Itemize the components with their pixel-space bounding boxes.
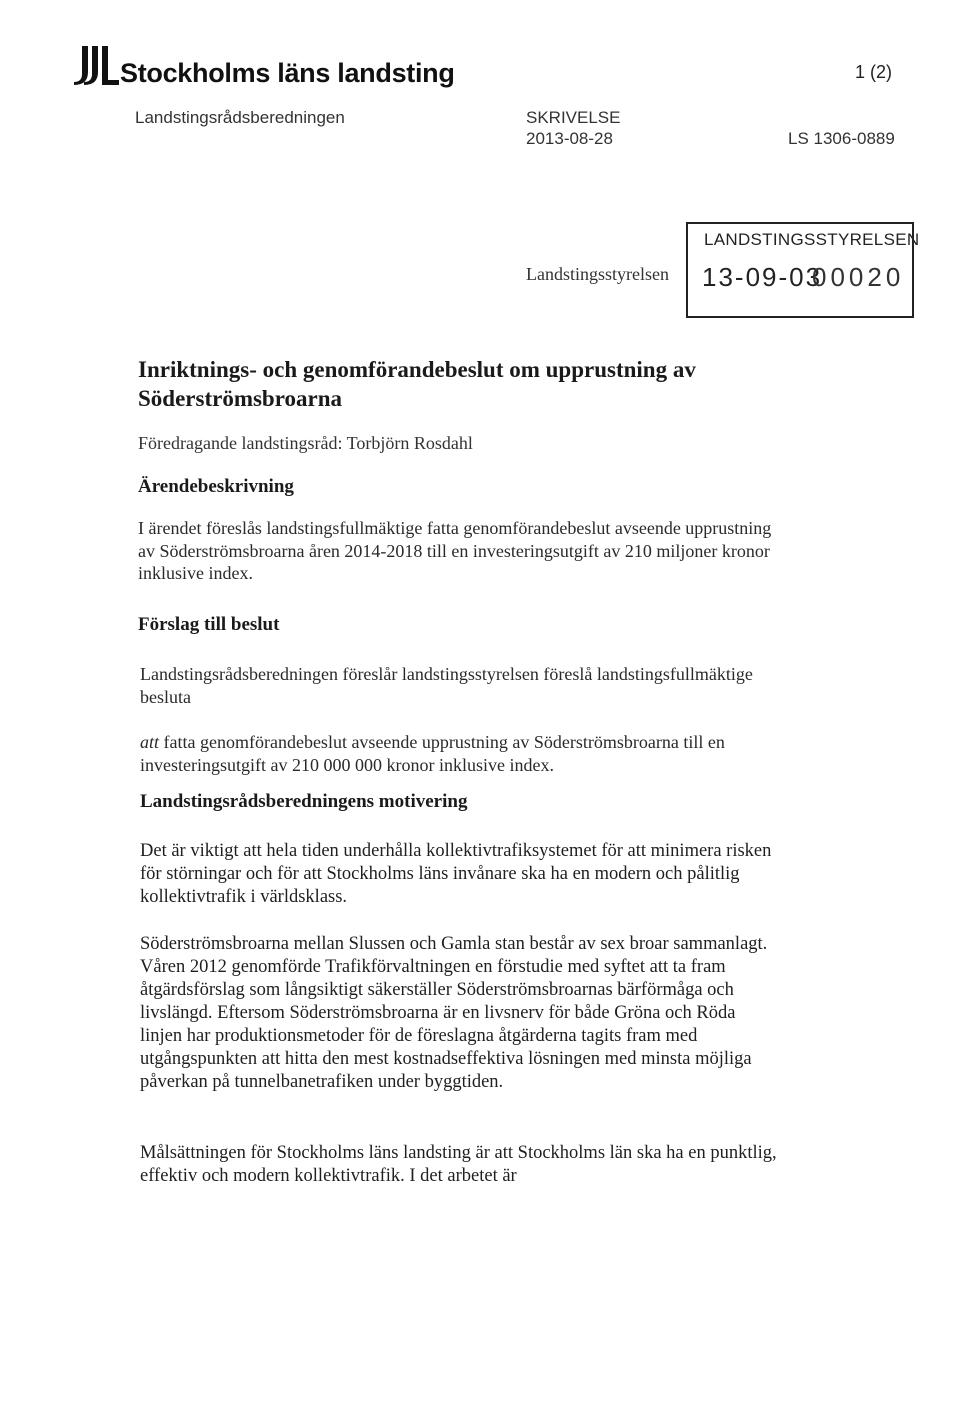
att-keyword: att: [140, 732, 160, 752]
stamp-addressee: Landstingsstyrelsen: [526, 264, 669, 284]
presenter-line: Föredragande landstingsråd: Torbjörn Rosdahl: [138, 433, 473, 453]
sll-logo: [72, 44, 120, 86]
proposal-text: fatta genomförandebeslut avseende upprustning av Söderströmsbroarna till en investeringsutgift av 210 000 000 kronor inklusive index.: [140, 732, 725, 775]
proposal-intro: Landstingsrådsberedningen föreslår landstingsstyrelsen föreslå landstingsfullmäktige besluta: [140, 664, 753, 707]
stamp-organization: LANDSTINGSSTYRELSEN: [704, 230, 920, 249]
received-stamp: [686, 222, 920, 318]
document-type: SKRIVELSE: [526, 108, 621, 127]
department-name: Landstingsrådsberedningen: [135, 108, 345, 127]
stamp-date: 13-09-03: [702, 262, 823, 292]
document-date: 2013-08-28: [526, 129, 613, 148]
proposal-clause: [140, 731, 780, 776]
organization-name: Stockholms läns landsting: [120, 58, 455, 88]
motivation-paragraph-1: Det är viktigt att hela tiden underhålla kollektivtrafiksystemet för att minimera risken för störningar och för att Stockholms läns invånare ska ha en modern och pålitlig kollektivtrafik i världsklass.: [140, 841, 772, 907]
motivation-paragraph-2: Söderströmsbroarna mellan Slussen och Gamla stan består av sex broar sammanlagt. Våren 2012 genomförde Trafikförvaltningen en förstudie med syftet att ta fram åtgärdsförslag som långsiktigt säkerställer Söderströmsbroarnas bärförmåga och livslängd. Eftersom Söderströmsbroarna är en livsnerv för både Gröna och Röda linjen har produktionsmetoder för de föreslagna åtgärderna tagits fram med utgångspunkten att hitta den mest kostnadseffektiva lösningen med minsta möjliga påverkan på tunnelbanetrafiken under byggtiden.: [140, 934, 768, 1092]
motivation-paragraph-3: Målsättningen för Stockholms läns landsting är att Stockholms län ska ha en punktlig, effektiv och modern kollektivtrafik. I det arbetet är: [140, 1143, 777, 1186]
document-title: Inriktnings- och genomförandebeslut om upprustning av Söderströmsbroarna: [138, 357, 696, 411]
description-paragraph: I ärendet föreslås landstingsfullmäktige fatta genomförandebeslut avseende upprustning av Söderströmsbroarna åren 2014-2018 till en investeringsutgift av 210 miljoner kronor inklusive index.: [138, 518, 772, 583]
motivation-heading: Landstingsrådsberedningens motivering: [140, 791, 468, 812]
stamp-number: 00020: [812, 262, 905, 292]
document-reference: LS 1306-0889: [788, 129, 895, 148]
page-number: 1 (2): [855, 62, 893, 82]
proposal-heading: Förslag till beslut: [138, 614, 280, 635]
description-heading: Ärendebeskrivning: [138, 476, 294, 497]
